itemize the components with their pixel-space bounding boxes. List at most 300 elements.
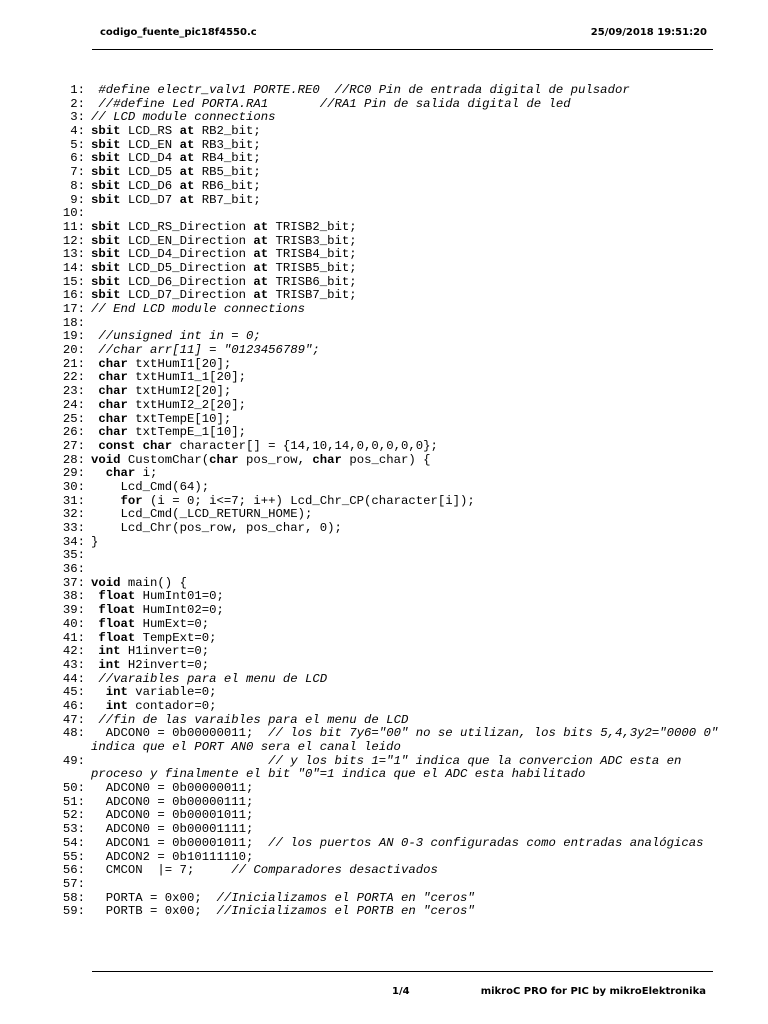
code-token: RB3_bit;: [194, 137, 261, 152]
code-token: H2invert=0;: [120, 657, 210, 672]
line-number: 44:: [62, 671, 85, 686]
line-content: [85, 303, 730, 317]
line-content: [85, 673, 730, 687]
code-line: [55, 330, 730, 344]
line-number: 32:: [62, 507, 85, 522]
keyword-token: sbit: [91, 165, 121, 180]
line-number: 48:: [62, 726, 85, 741]
code-line: [55, 399, 730, 413]
keyword-token: at: [253, 288, 269, 303]
line-content: [85, 235, 730, 249]
comment-token: //char arr[11] = "0123456789";: [98, 343, 320, 358]
line-content: [85, 549, 730, 563]
line-content: [85, 385, 730, 399]
line-content: [85, 194, 730, 208]
line-content: [85, 837, 730, 851]
line-number: 23:: [62, 384, 85, 399]
keyword-token: at: [253, 260, 269, 275]
keyword-token: char: [98, 397, 128, 412]
line-number: 27:: [62, 438, 85, 453]
code-line: [55, 139, 730, 153]
keyword-token: sbit: [91, 192, 121, 207]
line-content: [85, 864, 730, 878]
code-token: H1invert=0;: [120, 644, 210, 659]
line-content: [85, 358, 730, 372]
code-line: [55, 905, 730, 919]
line-content: [85, 522, 730, 536]
line-number: 25:: [62, 411, 85, 426]
code-line: [55, 276, 730, 290]
code-token: TRISB6_bit;: [268, 274, 357, 289]
line-number: 1:: [70, 83, 85, 97]
line-content: [85, 399, 730, 413]
code-line: [55, 604, 730, 618]
code-token: ADCON2 = 0b10111110;: [91, 849, 254, 864]
line-content: [85, 248, 730, 262]
code-line: [55, 577, 730, 591]
keyword-token: int: [98, 644, 121, 659]
keyword-token: char: [98, 370, 128, 385]
code-token: ADCON0 = 0b00001111;: [91, 822, 254, 837]
code-line: [55, 796, 730, 810]
code-token: TRISB3_bit;: [268, 233, 357, 248]
code-line: [55, 248, 730, 262]
line-number: 50:: [62, 781, 85, 796]
code-token: variable=0;: [127, 685, 217, 700]
code-line: [55, 84, 730, 98]
code-token: [91, 685, 106, 699]
line-number: 17:: [62, 302, 85, 316]
code-token: [91, 494, 121, 508]
keyword-token: float: [98, 603, 136, 618]
keyword-token: at: [179, 165, 195, 180]
line-content: [85, 686, 730, 700]
code-line: [55, 536, 730, 550]
code-token: i;: [135, 466, 158, 481]
line-number: 35:: [62, 548, 85, 563]
line-content: [85, 221, 730, 235]
code-token: PORTA = 0x00;: [91, 890, 217, 905]
code-token: RB2_bit;: [194, 124, 261, 139]
line-content: [85, 809, 730, 823]
comment-token: // los puertos AN 0-3 configuradas como entradas analógicas: [268, 835, 704, 850]
code-token: LCD_RS_Direction: [120, 219, 254, 234]
code-token: LCD_EN_Direction: [120, 233, 254, 248]
code-line: [55, 809, 730, 823]
code-token: HumInt01=0;: [135, 589, 224, 604]
keyword-token: sbit: [91, 124, 121, 139]
code-token: LCD_D5_Direction: [120, 260, 254, 275]
comment-token: //Inicializamos el PORTA en "ceros": [216, 890, 475, 905]
code-line: [55, 700, 730, 714]
code-line: [55, 618, 730, 632]
code-line: [55, 317, 730, 331]
comment-token: //Inicializamos el PORTB en "ceros": [216, 904, 475, 919]
code-token: LCD_D6_Direction: [120, 274, 254, 289]
keyword-token: at: [253, 233, 269, 248]
line-content: [85, 371, 730, 385]
line-number: 38:: [62, 589, 85, 604]
line-content: [85, 659, 730, 673]
code-line: [55, 371, 730, 385]
code-line: [55, 262, 730, 276]
line-content: [85, 590, 730, 604]
line-number: 12:: [62, 233, 85, 248]
code-line: [55, 385, 730, 399]
line-number: 47:: [62, 712, 85, 727]
code-line: [55, 659, 730, 673]
code-line: [55, 522, 730, 536]
line-content: [85, 467, 730, 481]
line-content: [85, 508, 730, 522]
line-content: [85, 495, 730, 509]
line-content: [85, 166, 730, 180]
line-content: [85, 905, 730, 919]
keyword-token: int: [105, 698, 128, 713]
line-content: [85, 714, 730, 728]
code-token: main() {: [120, 575, 187, 590]
line-content: [85, 618, 730, 632]
code-token: RB6_bit;: [194, 178, 261, 193]
keyword-token: sbit: [91, 219, 121, 234]
code-token: LCD_D5: [120, 165, 180, 180]
line-content: [85, 851, 730, 865]
code-line: [55, 851, 730, 865]
code-line: [55, 823, 730, 837]
page-number: 1/4: [392, 986, 410, 997]
code-token: CMCON |= 7;: [91, 863, 232, 878]
code-line: [55, 727, 730, 754]
keyword-token: at: [253, 219, 269, 234]
code-token: LCD_RS: [120, 124, 180, 139]
line-content: [85, 84, 730, 98]
code-line: [55, 714, 730, 728]
code-line: [55, 645, 730, 659]
keyword-token: sbit: [91, 288, 121, 303]
line-number: 51:: [62, 794, 85, 809]
keyword-token: void: [91, 452, 121, 467]
line-number: 21:: [62, 356, 85, 371]
keyword-token: sbit: [91, 151, 121, 166]
code-line: [55, 125, 730, 139]
line-number: 20:: [62, 343, 85, 358]
line-number: 45:: [62, 685, 85, 700]
line-content: [85, 426, 730, 440]
line-number: 16:: [62, 288, 85, 303]
line-number: 31:: [62, 493, 85, 508]
code-line: [55, 194, 730, 208]
code-token: RB5_bit;: [194, 165, 261, 180]
line-content: [85, 139, 730, 153]
code-token: txtTempE_1[10];: [127, 425, 246, 440]
line-number: 11:: [62, 219, 85, 234]
code-token: ADCON0 = 0b00001011;: [91, 808, 254, 823]
keyword-token: char: [105, 466, 136, 481]
code-token: Lcd_Cmd(64);: [91, 479, 210, 494]
code-line: [55, 454, 730, 468]
keyword-token: char: [98, 425, 128, 440]
code-token: TempExt=0;: [135, 630, 217, 645]
keyword-token: sbit: [91, 274, 121, 289]
code-line: [55, 892, 730, 906]
code-line: [55, 289, 730, 303]
comment-token: // los bit 7y6="00" no se utilizan, los bits 5,4,3y2="0000 0" indica que el PORT AN0 sera el canal leido: [91, 726, 726, 754]
code-line: [55, 207, 730, 221]
keyword-token: at: [253, 274, 269, 289]
line-content: [85, 276, 730, 290]
line-content: [85, 111, 730, 125]
keyword-token: const char: [98, 438, 173, 453]
line-number: 33:: [62, 521, 85, 535]
line-content: [85, 577, 730, 591]
line-content: [85, 782, 730, 796]
comment-token: //unsigned int in = 0;: [98, 329, 261, 344]
line-number: 28:: [62, 452, 85, 467]
line-number: 19:: [62, 329, 85, 344]
line-content: [85, 289, 730, 303]
line-number: 15:: [62, 274, 85, 289]
code-line: [55, 303, 730, 317]
code-line: [55, 508, 730, 522]
line-number: 14:: [62, 260, 85, 275]
keyword-token: sbit: [91, 260, 121, 275]
code-token: contador=0;: [127, 698, 217, 713]
code-token: }: [91, 534, 99, 549]
line-number: 4:: [70, 124, 85, 139]
code-token: [91, 754, 268, 768]
comment-token: #define electr_valv1 PORTE.RE0 //RC0 Pin de entrada digital de pulsador: [98, 83, 630, 97]
code-token: TRISB2_bit;: [268, 219, 357, 234]
keyword-token: char: [98, 384, 128, 399]
keyword-token: void: [91, 575, 121, 590]
line-content: [85, 727, 730, 754]
line-content: [85, 454, 730, 468]
line-number: 55:: [62, 849, 85, 864]
line-number: 29:: [62, 466, 85, 481]
line-number: 58:: [62, 890, 85, 905]
line-content: [85, 440, 730, 454]
line-number: 5:: [70, 137, 85, 152]
code-token: RB4_bit;: [194, 151, 261, 166]
code-token: TRISB5_bit;: [268, 260, 357, 275]
line-number: 2:: [70, 96, 85, 111]
line-content: [85, 892, 730, 906]
keyword-token: float: [98, 630, 136, 645]
line-number: 7:: [70, 165, 85, 180]
keyword-token: at: [179, 151, 195, 166]
line-content: [85, 180, 730, 194]
line-content: [85, 317, 730, 331]
code-token: Lcd_Chr(pos_row, pos_char, 0);: [91, 521, 342, 535]
keyword-token: char: [98, 356, 128, 371]
code-line: [55, 590, 730, 604]
line-number: 26:: [62, 425, 85, 440]
code-token: ADCON0 = 0b00000111;: [91, 794, 254, 809]
keyword-token: char: [98, 411, 128, 426]
line-number: 40:: [62, 616, 85, 631]
line-number: 53:: [62, 822, 85, 837]
line-number: 56:: [62, 863, 85, 878]
comment-token: //#define Led PORTA.RA1 //RA1 Pin de salida digital de led: [98, 96, 571, 111]
code-token: LCD_D7: [120, 192, 180, 207]
line-number: 54:: [62, 835, 85, 850]
keyword-token: char: [209, 452, 239, 467]
code-token: txtHumI2_2[20];: [127, 397, 246, 412]
code-line: [55, 782, 730, 796]
line-content: [85, 755, 730, 782]
code-token: character[] = {14,10,14,0,0,0,0,0};: [172, 438, 438, 453]
code-token: [91, 466, 106, 480]
code-token: [91, 699, 106, 713]
keyword-token: at: [179, 124, 195, 139]
code-line: [55, 111, 730, 125]
code-token: TRISB7_bit;: [268, 288, 357, 303]
line-number: 36:: [62, 562, 85, 577]
code-token: txtHumI1[20];: [127, 356, 232, 371]
code-line: [55, 686, 730, 700]
comment-token: // y los bits 1="1" indica que la convercion ADC esta en proceso y finalmente el bit "0"=1 indica que el ADC esta habilitado: [91, 753, 689, 782]
line-number: 13:: [62, 247, 85, 262]
line-number: 59:: [62, 904, 85, 919]
comment-token: //fin de las varaibles para el menu de LCD: [98, 712, 409, 727]
footer-divider: [92, 971, 713, 972]
code-token: LCD_D6: [120, 178, 180, 193]
header-divider: [92, 49, 713, 50]
line-number: 22:: [62, 370, 85, 385]
code-token: pos_char) {: [341, 452, 431, 467]
code-line: [55, 467, 730, 481]
comment-token: // End LCD module connections: [91, 302, 306, 316]
code-token: (i = 0; i<=7; i++) Lcd_Chr_CP(character[i]);: [142, 493, 475, 508]
line-content: [85, 700, 730, 714]
code-line: [55, 495, 730, 509]
comment-token: // LCD module connections: [91, 110, 276, 125]
code-token: LCD_D4: [120, 151, 180, 166]
line-content: [85, 632, 730, 646]
line-number: 3:: [70, 110, 85, 125]
line-content: [85, 98, 730, 112]
code-line: [55, 878, 730, 892]
line-number: 46:: [62, 698, 85, 713]
line-content: [85, 604, 730, 618]
print-datetime: 25/09/2018 19:51:20: [590, 27, 707, 38]
line-number: 24:: [62, 397, 85, 412]
comment-token: // Comparadores desactivados: [231, 863, 438, 878]
code-line: [55, 440, 730, 454]
code-line: [55, 563, 730, 577]
code-line: [55, 235, 730, 249]
code-line: [55, 837, 730, 851]
page-header: [92, 27, 713, 45]
code-token: txtHumI2[20];: [127, 384, 232, 399]
line-content: [85, 536, 730, 550]
comment-token: //varaibles para el menu de LCD: [98, 671, 328, 686]
footer-brand: mikroC PRO for PIC by mikroElektronika: [480, 986, 706, 997]
line-number: 57:: [62, 876, 85, 891]
code-line: [55, 152, 730, 166]
line-content: [85, 125, 730, 139]
code-token: ADCON0 = 0b00000011;: [91, 781, 254, 796]
code-token: txtHumI1_1[20];: [127, 370, 246, 385]
keyword-token: int: [105, 685, 128, 700]
code-token: LCD_EN: [120, 137, 180, 152]
line-number: 34:: [62, 534, 85, 549]
code-token: pos_row,: [238, 452, 313, 467]
code-token: CustomChar(: [120, 452, 210, 467]
code-line: [55, 344, 730, 358]
line-content: [85, 481, 730, 495]
line-number: 10:: [62, 206, 85, 221]
keyword-token: char: [312, 452, 342, 467]
keyword-token: at: [179, 178, 195, 193]
keyword-token: for: [120, 493, 143, 508]
keyword-token: sbit: [91, 247, 121, 262]
keyword-token: sbit: [91, 178, 121, 193]
code-token: RB7_bit;: [194, 192, 261, 207]
line-content: [85, 330, 730, 344]
keyword-token: sbit: [91, 137, 121, 152]
code-token: ADCON0 = 0b00000011;: [91, 726, 269, 741]
line-number: 8:: [70, 178, 85, 193]
keyword-token: float: [98, 616, 136, 631]
code-line: [55, 413, 730, 427]
code-token: HumExt=0;: [135, 616, 210, 631]
line-number: 49:: [62, 753, 85, 768]
line-content: [85, 645, 730, 659]
code-line: [55, 166, 730, 180]
keyword-token: float: [98, 589, 136, 604]
code-token: TRISB4_bit;: [268, 247, 357, 262]
line-number: 39:: [62, 603, 85, 618]
line-content: [85, 413, 730, 427]
line-content: [85, 823, 730, 837]
code-line: [55, 358, 730, 372]
line-number: 37:: [62, 575, 85, 590]
code-token: PORTB = 0x00;: [91, 904, 217, 919]
line-content: [85, 152, 730, 166]
line-number: 18:: [62, 315, 85, 330]
code-line: [55, 755, 730, 782]
file-name: codigo_fuente_pic18f4550.c: [100, 27, 257, 38]
code-line: [55, 549, 730, 563]
line-content: [85, 878, 730, 892]
source-code-listing: [55, 84, 730, 919]
code-line: [55, 180, 730, 194]
code-token: Lcd_Cmd(_LCD_RETURN_HOME);: [91, 507, 313, 522]
line-number: 41:: [62, 630, 85, 645]
line-content: [85, 207, 730, 221]
line-number: 6:: [70, 151, 85, 166]
code-line: [55, 864, 730, 878]
code-line: [55, 426, 730, 440]
line-content: [85, 796, 730, 810]
code-token: HumInt02=0;: [135, 603, 224, 618]
code-line: [55, 221, 730, 235]
code-token: LCD_D4_Direction: [120, 247, 254, 262]
line-content: [85, 563, 730, 577]
code-line: [55, 481, 730, 495]
line-number: 52:: [62, 808, 85, 823]
code-line: [55, 632, 730, 646]
code-token: txtTempE[10];: [127, 411, 232, 426]
line-number: 43:: [62, 657, 85, 672]
code-line: [55, 673, 730, 687]
keyword-token: at: [179, 192, 195, 207]
keyword-token: sbit: [91, 233, 121, 248]
line-number: 9:: [70, 192, 85, 207]
code-token: LCD_D7_Direction: [120, 288, 254, 303]
line-content: [85, 344, 730, 358]
